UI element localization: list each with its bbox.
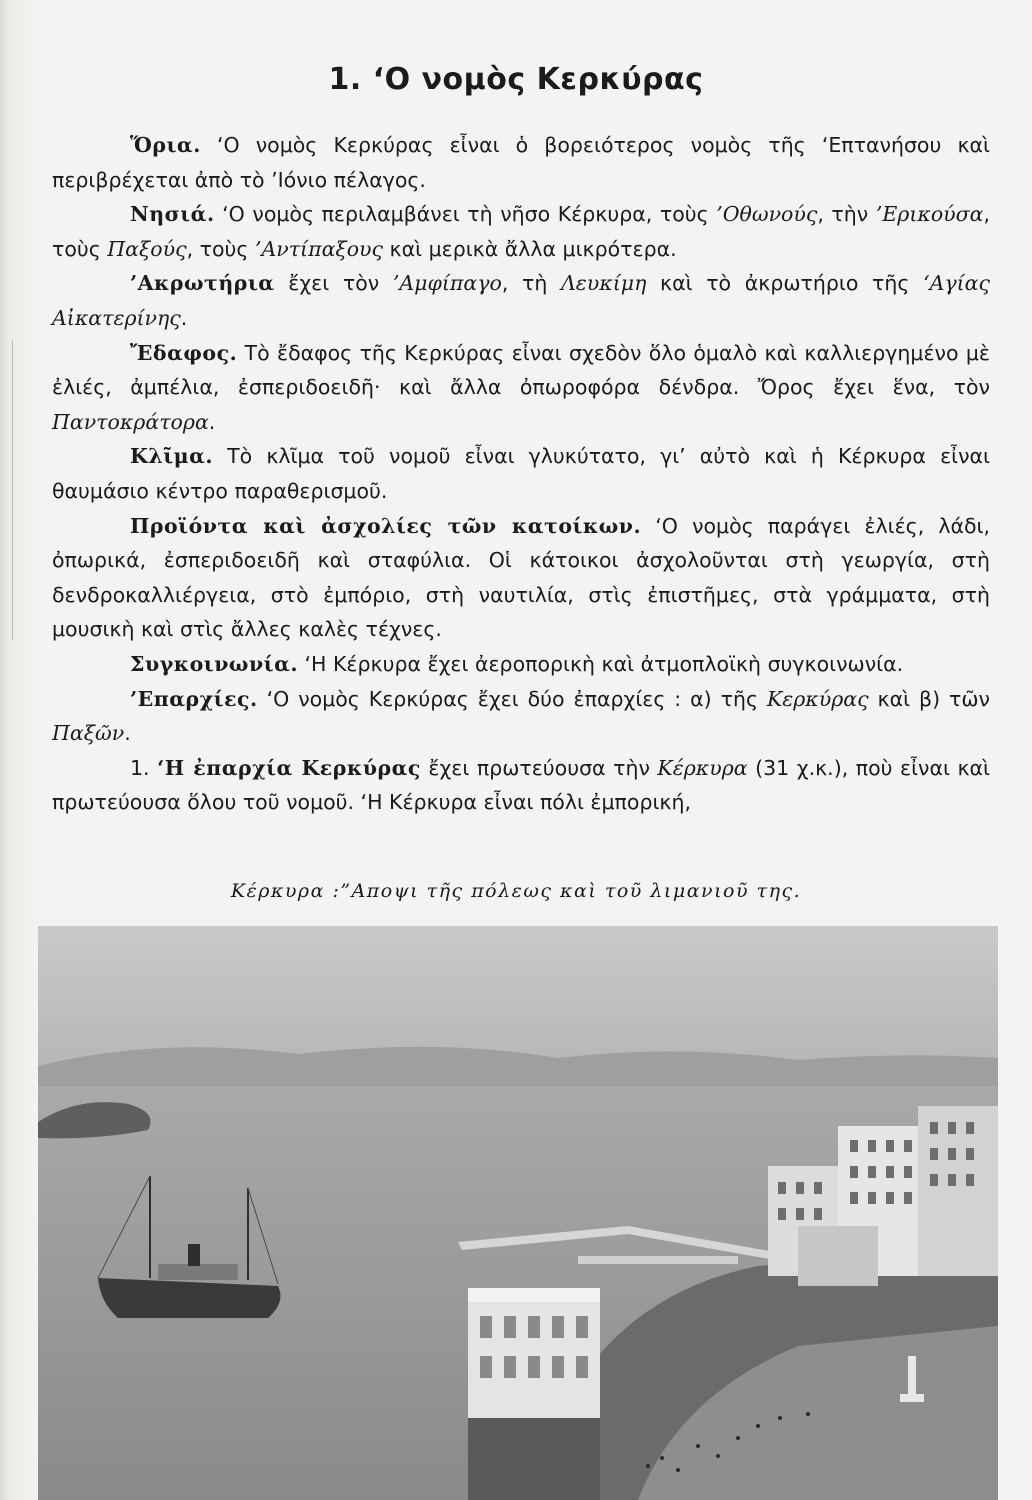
- item-number: 1.: [130, 755, 158, 780]
- body-text: [52, 128, 990, 820]
- heading-sygkoinonia: Συγκοινωνία.: [130, 651, 299, 676]
- text-edafos-2: .: [208, 409, 216, 434]
- paragraph-proionta: [52, 509, 990, 647]
- paragraph-eparchies: [52, 682, 990, 751]
- text-nisia-1: ‘Ο νομὸς περιλαμβάνει τὴ νῆσο Κέρκυρα, τοὺς: [214, 202, 717, 227]
- place-pantokrator: Παντοκράτορα: [52, 409, 209, 434]
- heading-akrotiria: ’Ακρωτήρια: [130, 271, 275, 296]
- heading-eparchia-kerkyras: ‘Η ἐπαρχία Κερκύρας: [157, 755, 421, 780]
- place-erikousa: ’Ερικούσα: [875, 202, 984, 227]
- place-kerkyra-eparchia: Κερκύρας: [766, 686, 869, 711]
- page-fold: [0, 340, 13, 640]
- paragraph-sygkoinonia: [52, 647, 990, 682]
- corfu-harbour-illustration: [38, 926, 998, 1500]
- text-proionta: ‘Ο νομὸς παράγει ἐλιές, λάδι, ὀπωρικά, ἐσπεριδοειδῆ καὶ σταφύλια. Οἱ κάτοικοι ἀσχολοῦνται στὴ γεωργία, στὴ δενδροκαλλιέργεια, στὸ ἐμπόριο, στὴ ναυτιλία, στὶς ἐπιστῆμες, στὰ γράμματα, στὴ μουσικὴ καὶ στὶς ἄλλες καλὲς τέχνες.: [52, 513, 990, 642]
- text-nisia-4: , τοὺς: [186, 236, 255, 261]
- place-amfipagos: ’Αμφίπαγο: [392, 271, 502, 296]
- text-eparchia-2: (31 χ.κ.), ποὺ εἶναι καὶ πρωτεύουσα ὅλου τοῦ νομοῦ. ‘Η Κέρκυρα εἶναι πόλι ἐμπορική,: [52, 755, 990, 815]
- text-akrotiria-1: ἔχει τὸν: [274, 271, 393, 296]
- paragraph-edafos: [52, 336, 990, 440]
- paragraph-nisia: [52, 197, 990, 266]
- harbour-photo: [38, 926, 998, 1500]
- text-sygkoinonia: ‘Η Κέρκυρα ἔχει ἀεροπορικὴ καὶ ἀτμοπλοϊκὴ συγκοινωνία.: [298, 651, 904, 676]
- place-othonoi: ’Οθωνούς: [716, 202, 818, 227]
- text-nisia-2: , τὴν: [817, 202, 876, 227]
- heading-proionta: Προϊόντα καὶ ἀσχολίες τῶν κατοίκων.: [130, 513, 642, 538]
- paragraph-klima: [52, 439, 990, 508]
- text-eparchies-2: καὶ β) τῶν: [868, 686, 990, 711]
- place-lefkimi: Λευκίμη: [561, 271, 647, 296]
- text-nisia-3: , τοὺς: [52, 202, 990, 261]
- heading-edafos: Ἔδαφος.: [130, 340, 238, 365]
- paragraph-oria: [52, 128, 990, 197]
- text-akrotiria-2: , τὴ: [501, 271, 561, 296]
- heading-eparchies: ’Επαρχίες.: [130, 686, 258, 711]
- heading-nisia: Νησιά.: [130, 202, 215, 227]
- text-akrotiria-4: .: [180, 305, 188, 330]
- paragraph-akrotiria: [52, 266, 990, 335]
- place-agia-aikaterini: ‘Αγίας Αἰκατερίνης: [52, 271, 990, 330]
- chapter-title: 1. ‘Ο νομὸς Κερκύρας: [328, 62, 704, 97]
- text-nisia-5: καὶ μερικὰ ἄλλα μικρότερα.: [383, 236, 677, 261]
- heading-oria: Ὅρια.: [130, 133, 201, 157]
- text-klima: Τὸ κλῖμα τοῦ νομοῦ εἶναι γλυκύτατο, γι’ αὐτὸ καὶ ἡ Κέρκυρα εἶναι θαυμάσιο κέντρο παραθερισμοῦ.: [52, 444, 990, 503]
- photo-caption: Κέρκυρα :”Αποψι τῆς πόλεως καὶ τοῦ λιμανιοῦ της.: [230, 880, 802, 902]
- place-paxoi-eparchia: Παξῶν: [52, 721, 125, 746]
- text-edafos-1: Τὸ ἔδαφος τῆς Κερκύρας εἶναι σχεδὸν ὅλο ὁμαλὸ καὶ καλλιεργημένο μὲ ἐλιές, ἀμπέλια, ἐσπεριδοειδῆ· καὶ ἄλλα ὀπωροφόρα δένδρα. Ὄρος ἔχει ἕνα, τὸν: [52, 340, 990, 400]
- text-akrotiria-3: καὶ τὸ ἀκρωτήριο τῆς: [646, 271, 924, 296]
- text-eparchia-1: ἔχει πρωτεύουσα τὴν: [420, 755, 658, 780]
- place-antipaxoi: ’Αντίπαξους: [254, 236, 383, 261]
- text-eparchies-3: .: [124, 721, 131, 746]
- text-eparchies-1: ‘Ο νομὸς Κερκύρας ἔχει δύο ἐπαρχίες : α) τῆς: [257, 686, 767, 711]
- text-oria: ‘Ο νομὸς Κερκύρας εἶναι ὁ βορειότερος νομὸς τῆς ‘Επτανήσου καὶ περιβρέχεται ἀπὸ τὸ ’Ιόνιο πέλαγος.: [52, 133, 990, 192]
- heading-klima: Κλῖμα.: [130, 444, 214, 469]
- place-kerkyra-city: Κέρκυρα: [657, 755, 748, 780]
- paragraph-eparchia-kerkyras: [52, 751, 990, 820]
- place-paxoi: Παξούς: [107, 236, 187, 261]
